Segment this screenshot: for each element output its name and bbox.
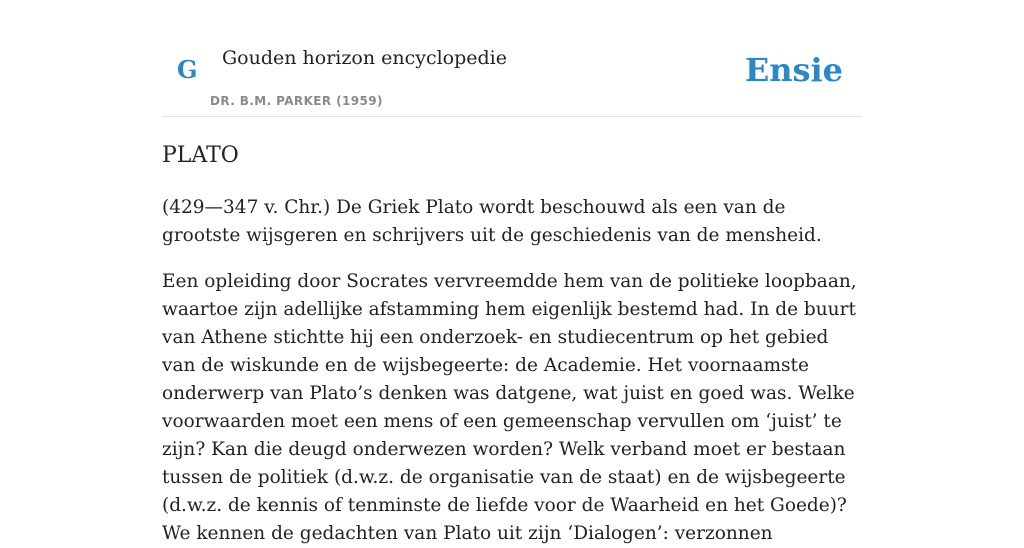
entry-title: PLATO [162,143,239,168]
ensie-logo-link[interactable]: Ensie [744,51,843,89]
source-logo[interactable]: G [177,55,198,84]
entry-paragraph: (429—347 v. Chr.) De Griek Plato wordt beschouwd als een van de grootste wijsgeren en schrijvers uit de geschiedenis van de mensheid. [162,197,822,246]
article-page [162,0,862,544]
entry-paragraph: Een opleiding door Socrates vervreemdde hem van de politieke loopbaan, waartoe zijn adellijke afstamming hem eigenlijk bestemd had. In de buurt van Athene stichtte hij een onderzoek- en studiecentrum op het gebied van de wiskunde en de wijsbegeerte: de Academie. Het voornaamste onderwerp van Plato’s denken was datgene, wat juist en goed was. Welke voorwaarden moet een mens of een gemeenschap vervullen om ‘juist’ te zijn? Kan die deugd onderwezen worden? Welk verband moet er bestaan tussen de politiek (d.w.z. de organisatie van de staat) en de wijsbegeerte (d.w.z. de kennis of tenminste de liefde voor de Waarheid en het Goede)?We kennen de gedachten van Plato uit zijn ‘Dialogen’: verzonnen [162,271,857,544]
entry-body [162,194,862,548]
source-author: DR. B.M. PARKER (1959) [210,94,383,108]
source-title-link[interactable]: Gouden horizon encyclopedie [222,47,507,69]
source-header [162,0,862,117]
